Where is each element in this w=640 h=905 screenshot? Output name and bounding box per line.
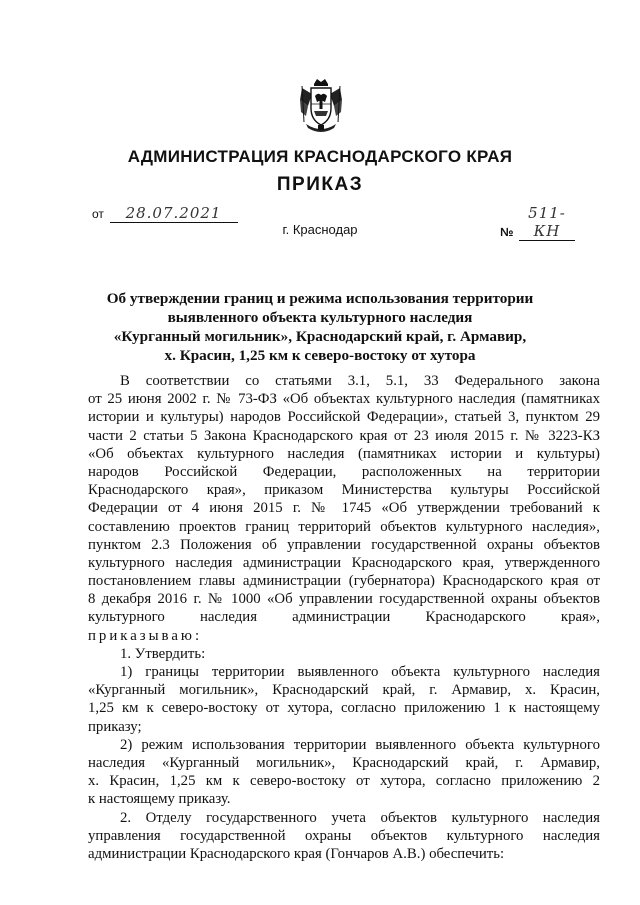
body-line: 2. Отделу государственного учета объектов культурного наследия <box>120 809 600 826</box>
body-line: 1,25 км к северо-востоку от хутора, согласно приложению 1 к настоящему <box>88 700 600 717</box>
body-line: пунктом 2.3 Положения об управлении государственной охраны объектов <box>88 536 600 553</box>
body-line: приказываю: <box>88 627 203 644</box>
body-line: от 25 июня 2002 г. № 73-ФЗ «Об объектах культурного наследия (памятниках <box>88 391 600 408</box>
document-type: ПРИКАЗ <box>276 174 364 195</box>
organization-name: АДМИНИСТРАЦИЯ КРАСНОДАРСКОГО КРАЯ <box>127 147 513 166</box>
title-line: «Курганный могильник», Краснодарский край, г. Армавир, <box>113 328 527 345</box>
body-line: 1) границы территории выявленного объекта культурного наследия <box>120 664 600 680</box>
number-handwritten: 511-КН <box>519 204 575 241</box>
body-line: «Об объектах культурного наследия (памятниках истории и культуры) <box>88 445 600 462</box>
body-line: «Курганный могильник», Краснодарский край, г. Армавир, х. Красин, <box>88 682 600 699</box>
body-line: народов Российской Федерации, расположенных на территории <box>88 463 600 480</box>
document-title <box>100 289 540 365</box>
city: г. Краснодар <box>282 222 358 237</box>
body-line: Федерации от 4 июня 2015 г. № 1745 «Об утверждении требований к <box>88 500 600 517</box>
body-line: В соответствии со статьями 3.1, 5.1, 33 Федерального закона <box>120 373 600 389</box>
body-line: постановлением главы администрации (губернатора) Краснодарского края от <box>88 573 600 590</box>
date-prefix: от <box>92 207 104 221</box>
body-line: 1. Утвердить: <box>120 645 206 662</box>
body-line: наследия «Курганный могильник», Краснодарский край, г. Армавир, <box>88 754 600 771</box>
body-line: Краснодарского края», приказом Министерства культуры Российской <box>88 482 600 499</box>
body-line: составлению проектов границ территорий объектов культурного наследия», <box>88 518 600 535</box>
body-line: администрации Краснодарского края (Гончаров А.В.) обеспечить: <box>88 845 505 862</box>
body-line: культурного наследия администрации Краснодарского края, утвержденного <box>88 554 600 571</box>
body-line: истории и культуры) народов Российской Федерации», статьей 3, пунктом 29 <box>88 409 600 426</box>
document-body <box>88 372 600 863</box>
body-line: х. Красин, 1,25 км к северо-востоку от хутора, согласно приложению 2 <box>88 773 600 790</box>
body-line: части 2 статьи 5 Закона Краснодарского края от 23 июля 2015 г. № 3223-КЗ <box>88 427 600 444</box>
title-line: Об утверждении границ и режима использования территории <box>106 290 534 307</box>
coat-of-arms-icon <box>298 78 344 134</box>
body-line: управления государственной охраны объектов культурного наследия <box>88 827 600 844</box>
date-line <box>92 204 238 223</box>
body-line: культурного наследия администрации Краснодарского края», <box>88 609 600 626</box>
body-line: приказу; <box>88 718 142 735</box>
body-line: 2) режим использования территории выявленного объекта культурного <box>120 736 600 753</box>
title-line: х. Красин, 1,25 км к северо-востоку от хутора <box>164 347 476 364</box>
body-line: к настоящему приказу. <box>88 791 231 808</box>
body-line: 8 декабря 2016 г. № 1000 «Об управлении государственной охраны объектов <box>88 591 600 608</box>
number-prefix: № <box>500 225 514 239</box>
title-line: выявленного объекта культурного наследия <box>167 309 473 326</box>
date-handwritten: 28.07.2021 <box>110 204 238 223</box>
